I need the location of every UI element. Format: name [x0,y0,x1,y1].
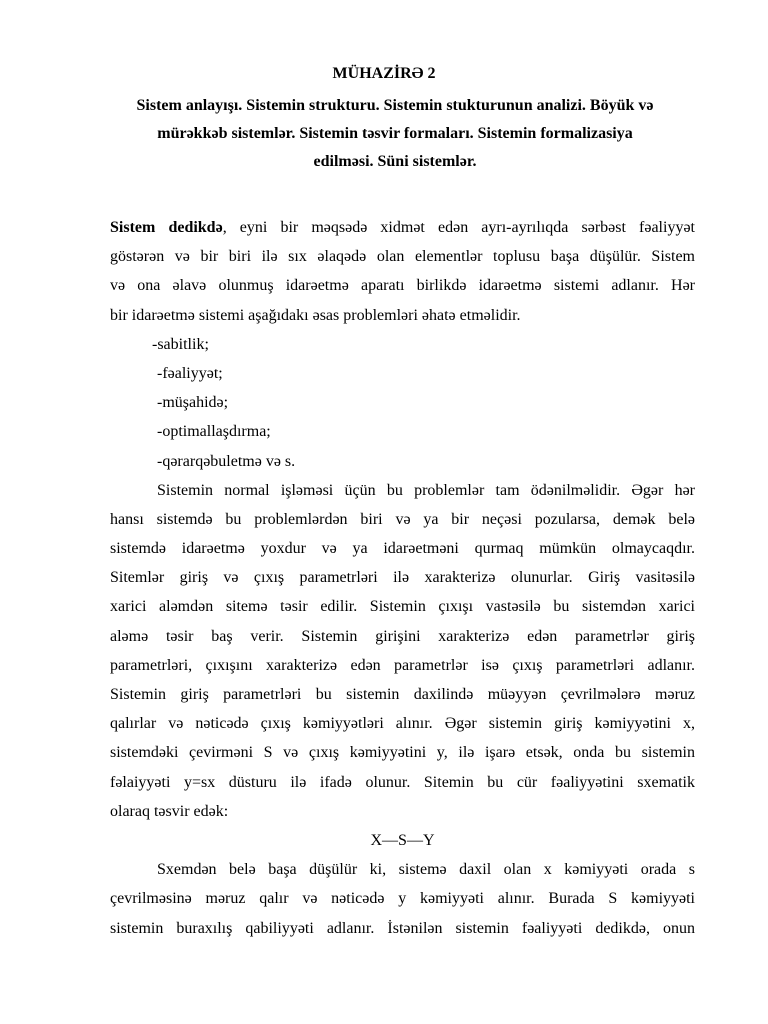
paragraph-line: və ona əlavə olunmuş idarəetmə aparatı birlikdə idarəetmə sistemi adlanır. Hər [110,277,695,295]
list-item: -sabitlik; [152,335,209,353]
paragraph-line: xarici aləmdən sitemə təsir edilir. Sistemin çıxışı vastəsilə bu sistemdən xarici [110,598,695,616]
paragraph-line: fəlaiyyəti y=sx düsturu ilə ifadə olunur. Sitemin bu cür fəaliyyətini sxematik [110,773,695,791]
list-item: -qərarqəbuletmə və s. [157,452,296,470]
paragraph-line: bir idarəetmə sistemi aşağıdakı əsas problemləri əhatə etməlidir. [110,306,521,324]
paragraph-line: çevrilməsinə məruz qalır və nəticədə y kəmiyyəti alınır. Burada S kəmiyyəti [110,890,695,908]
paragraph-line: sistemdəki çevirməni S və çıxış kəmiyyətini y, ilə işarə etsək, onda bu sistemin [110,744,695,762]
document-body [110,213,695,943]
paragraph-line: aləmə təsir baş verir. Sistemin girişini xarakterizə edən parametrlər giriş [110,627,695,645]
paragraph-line: Sitemlər giriş və çıxış parametrləri ilə xarakterizə olunurlar. Giriş vasitəsilə [110,569,695,587]
list-item: -optimallaşdırma; [157,423,271,441]
paragraph-line: Sxemdən belə başa düşülür ki, sistemə daxil olan x kəmiyyəti orada s [157,861,695,879]
sistem-dedikde-term: Sistem dedikdə [110,219,223,236]
paragraph-line [110,213,695,242]
paragraph-line: sistemdə idarəetmə yoxdur və ya idarəetməni qurmaq mümkün olmaycaqdır. [110,540,695,558]
paragraph-line: hansı sistemdə bu problemlərdən biri və ya bir neçəsi pozularsa, demək belə [110,510,695,528]
paragraph-line: Sistemin normal işləməsi üçün bu problemlər tam ödənilməlidir. Əgər hər [157,481,695,499]
paragraph-line: göstərən və bir biri ilə sıx əlaqədə olan elementlər toplusu başa düşülür. Sistem [110,248,695,266]
lecture-title: MÜHAZİRƏ 2 [332,65,436,82]
subtitle-line: mürəkkəb sistemlər. Sistemin təsvir formaları. Sistemin formalizasiya [157,125,633,142]
paragraph-line: parametrləri, çıxışını xarakterizə edən parametrlər isə çıxış parametrləri adlanır. [110,656,695,674]
list-item: -müşahidə; [157,394,229,412]
subtitle-line: edilməsi. Süni sistemlər. [313,153,477,170]
lecture-subtitle [112,92,678,176]
list-item: -fəaliyyət; [157,364,223,382]
paragraph-line: olaraq təsvir edək: [110,802,229,820]
subtitle-line: Sistem anlayışı. Sistemin strukturu. Sistemin stukturunun analizi. Böyük və [136,97,654,114]
paragraph-line: qalırlar və nəticədə çıxış kəmiyyətləri alınır. Əgər sistemin giriş kəmiyyətini x, [110,715,695,733]
paragraph-line: sistemin buraxılış qabiliyyəti adlanır. İstənilən sistemin fəaliyyəti dedikdə, onun [110,919,695,937]
formula: X—S—Y [370,831,435,849]
paragraph-text: , eyni bir məqsədə xidmət edən ayrı-ayrılıqda sərbəst fəaliyyət [222,219,695,236]
paragraph-line: Sistemin giriş parametrləri bu sistemin daxilində müəyyən çevrilmələrə məruz [110,686,695,703]
